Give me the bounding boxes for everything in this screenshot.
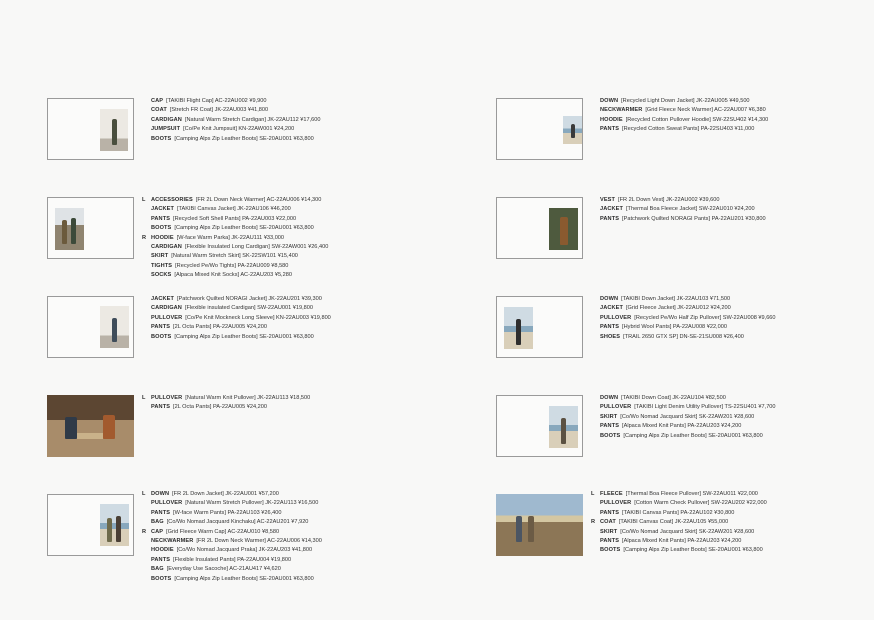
item-category: NECKWARMER: [600, 107, 643, 114]
item-category: DOWN: [151, 491, 170, 497]
item-list: [142, 196, 329, 281]
item-category: PANTS: [600, 126, 620, 133]
item-category: PANTS: [600, 215, 620, 222]
item-list: [600, 394, 776, 441]
item-line: [600, 196, 766, 205]
item-category: PANTS: [151, 509, 171, 516]
photo-frame: [496, 494, 583, 556]
item-description: [Alpaca Mixed Knit Pants] PA-22AU203 ¥24,200: [622, 537, 742, 544]
item-line: [600, 125, 768, 134]
item-description: [Hybrid Wool Pants] PA-22AU008 ¥22,000: [622, 324, 727, 331]
item-line: [591, 518, 767, 527]
item-category: PANTS: [600, 423, 620, 430]
item-category: JACKET: [600, 305, 623, 312]
outfit-photo: [549, 406, 578, 448]
item-description: [TAKIBI Down Coat] JK-22AU104 ¥82,500: [621, 395, 726, 401]
photo-frame: [47, 395, 134, 457]
item-line: [151, 537, 322, 546]
item-line: [142, 490, 322, 499]
item-description: [Natural Warm Stretch Cardigan] JK-22AU112 ¥17,600: [184, 116, 321, 123]
item-description: [TAKIBI Flight Cap] AC-22AU002 ¥9,900: [166, 98, 267, 104]
item-line: [600, 215, 766, 224]
item-category: BOOTS: [600, 547, 621, 554]
item-list: [142, 394, 311, 413]
item-line: [151, 546, 322, 555]
side-marker: L: [142, 197, 146, 203]
item-category: BOOTS: [151, 135, 172, 142]
item-category: ACCESSORIES: [151, 197, 193, 203]
item-line: [151, 125, 321, 134]
item-line: [600, 499, 767, 508]
item-description: [TAKIBI Canvas Coat] JK-22AU105 ¥55,000: [618, 519, 729, 526]
item-list: [142, 490, 322, 584]
item-description: [FR 2L Down Jacket] JK-22AU001 ¥57,200: [172, 491, 279, 497]
item-line: [151, 271, 328, 280]
item-description: [Alpaca Mixed Knit Pants] PA-22AU203 ¥24,200: [622, 423, 742, 430]
item-category: JACKET: [600, 206, 623, 213]
item-description: [Camping Alps Zip Leather Boots] SE-20AU001 ¥63,800: [623, 432, 763, 439]
item-category: JACKET: [151, 206, 174, 213]
item-list: [600, 295, 776, 342]
item-category: PANTS: [151, 324, 171, 331]
item-description: [FR 2L Down Neck Warmer] AC-22AU006 ¥14,300: [196, 537, 322, 544]
item-line: [151, 252, 328, 261]
item-line: [600, 509, 767, 518]
item-description: [Camping Alps Zip Leather Boots] SE-20AU001 ¥63,800: [623, 547, 763, 554]
item-category: BOOTS: [151, 225, 172, 232]
side-marker: L: [591, 491, 595, 497]
side-marker: L: [142, 395, 146, 401]
item-line: [600, 106, 768, 115]
item-description: [Recycled Pe/Wo Tights] PA-22AU009 ¥8,580: [175, 262, 289, 269]
item-description: [Camping Alps Zip Leather Boots] SE-20AU001 ¥63,800: [174, 333, 314, 340]
item-description: [Co/Wo Nomad Jacquard Praka] JK-22AU203 ¥41,800: [176, 547, 313, 554]
item-category: PANTS: [600, 509, 620, 516]
item-description: [TAKIBI Light Denim Utility Pullover] TS-22SU401 ¥7,700: [634, 404, 776, 411]
item-description: [Recycled Soft Shell Pants] PA-22AU003 ¥22,000: [173, 215, 297, 222]
item-description: [W-face Warm Pants] PA-22AU103 ¥26,400: [173, 509, 282, 516]
item-description: [Co/Wo Nomad Jacquard Skirt] SK-22AW201 ¥28,600: [620, 528, 755, 535]
item-list: [591, 490, 767, 556]
item-description: [Patchwork Quilted NORAGI Pants] PA-22AU201 ¥30,800: [622, 215, 766, 222]
item-category: PULLOVER: [151, 314, 183, 321]
item-line: [151, 499, 322, 508]
item-line: [600, 116, 768, 125]
item-category: COAT: [151, 107, 167, 114]
item-line: [151, 509, 322, 518]
item-category: DOWN: [600, 395, 619, 401]
item-description: [Natural Warm Knit Pullover] JK-22AU113 ¥18,500: [185, 395, 311, 401]
item-line: [600, 205, 766, 214]
item-line: [600, 323, 776, 332]
item-category: COAT: [600, 519, 616, 526]
item-line: [600, 546, 767, 555]
item-line: [151, 262, 328, 271]
photo-frame: [47, 296, 134, 358]
item-description: [Recycled Pe/Wo Half Zip Pullover] SW-22AU008 ¥9,660: [634, 314, 776, 321]
item-description: [TAKIBI Canvas Pants] PA-22AU102 ¥30,800: [622, 509, 735, 516]
item-category: PULLOVER: [151, 500, 183, 507]
item-line: [151, 323, 331, 332]
item-category: PANTS: [151, 215, 171, 222]
outfit-photo: [563, 116, 583, 144]
item-list: [600, 97, 768, 135]
item-category: PULLOVER: [600, 404, 632, 411]
item-line: [600, 422, 776, 431]
item-line: [142, 394, 311, 403]
item-list: [151, 97, 321, 144]
side-marker: R: [142, 528, 147, 535]
item-line: [142, 528, 322, 537]
item-description: [TRAIL 2650 GTX SP] DN-SE-21SU008 ¥26,400: [623, 333, 744, 340]
photo-frame: [47, 197, 134, 259]
item-description: [W-face Warm Parka] JK-22AU111 ¥33,000: [176, 234, 285, 241]
item-category: NECKWARMER: [151, 537, 194, 544]
item-description: [Flexible Insulated Long Cardigan] SW-22AW001 ¥26,400: [184, 243, 329, 250]
item-category: PANTS: [151, 556, 171, 563]
item-description: [FR 2L Down Neck Warmer] AC-22AU006 ¥14,300: [195, 197, 322, 203]
item-description: [Natural Warm Stretch Skirt] SK-22SW101 ¥15,400: [171, 253, 298, 260]
item-description: [Camping Alps Zip Leather Boots] SE-20AU001 ¥63,800: [174, 575, 314, 582]
item-category: VEST: [600, 197, 616, 203]
item-line: [151, 97, 321, 106]
item-line: [600, 528, 767, 537]
item-category: BOOTS: [600, 432, 621, 439]
item-category: PANTS: [600, 537, 620, 544]
item-line: [591, 490, 767, 499]
item-line: [151, 135, 321, 144]
item-category: CARDIGAN: [151, 305, 182, 312]
item-category: CARDIGAN: [151, 243, 182, 250]
outfit-photo: [100, 504, 129, 546]
photo-frame: [47, 494, 134, 556]
item-description: [FR 2L Down Vest] JK-22AU002 ¥39,600: [618, 197, 720, 203]
item-line: [600, 97, 768, 106]
item-category: HOODIE: [151, 547, 174, 554]
item-category: PULLOVER: [151, 395, 183, 401]
item-category: SKIRT: [600, 413, 618, 420]
item-description: [TAKIBI Canvas Jacket] JK-22AU106 ¥46,200: [176, 206, 291, 213]
item-line: [151, 565, 322, 574]
item-description: [Camping Alps Zip Leather Boots] SE-20AU001 ¥63,800: [174, 135, 314, 142]
item-description: [Thermal Boa Fleece Jacket] SW-22AU010 ¥24,200: [625, 206, 755, 213]
item-category: DOWN: [600, 98, 619, 104]
item-category: BAG: [151, 519, 164, 526]
item-category: CARDIGAN: [151, 116, 182, 123]
outfit-photo: [100, 306, 129, 348]
item-line: [600, 394, 776, 403]
item-category: CAP: [151, 98, 164, 104]
item-line: [600, 413, 776, 422]
item-category: JACKET: [151, 296, 174, 302]
item-line: [151, 556, 322, 565]
item-description: [Grid Fleece Neck Warmer] AC-22AU007 ¥6,380: [645, 107, 766, 114]
item-description: [Recycled Cotton Sweat Pants] PA-22SU403 ¥11,000: [622, 126, 755, 133]
item-line: [151, 205, 328, 214]
item-line: [151, 314, 331, 323]
item-description: [Everyday Use Sacoche] AC-21AU417 ¥4,620: [166, 566, 281, 573]
side-marker: L: [142, 491, 146, 497]
item-line: [142, 234, 328, 243]
item-category: CAP: [151, 528, 164, 535]
item-description: [Thermal Boa Fleece Pullover] SW-22AU011 ¥22,000: [625, 491, 758, 497]
item-line: [600, 537, 767, 546]
item-list: [151, 295, 331, 342]
item-description: [Recycled Light Down Jacket] JK-22AU005 ¥49,500: [621, 98, 750, 104]
item-line: [151, 116, 321, 125]
item-category: PANTS: [600, 324, 620, 331]
item-category: BAG: [151, 566, 164, 573]
item-line: [600, 295, 776, 304]
item-line: [151, 215, 328, 224]
item-category: HOODIE: [151, 234, 174, 241]
item-line: [151, 106, 321, 115]
item-description: [Stretch FR Coat] JK-22AU003 ¥41,800: [169, 107, 269, 114]
item-category: BOOTS: [151, 333, 172, 340]
item-description: [Co/Wo Nomad Jacquard Kinchaku] AC-22AU201 ¥7,920: [166, 519, 309, 526]
photo-frame: [496, 98, 583, 160]
item-line: [151, 403, 310, 412]
item-line: [600, 304, 776, 313]
item-category: BOOTS: [151, 575, 172, 582]
item-line: [151, 243, 328, 252]
item-line: [151, 518, 322, 527]
item-description: [Alpaca Mixed Knit Socks] AC-22AU203 ¥5,280: [174, 272, 292, 279]
item-line: [151, 304, 331, 313]
photo-frame: [47, 98, 134, 160]
item-description: [TAKIBI Down Jacket] JK-22AU103 ¥71,500: [621, 296, 731, 302]
item-description: [2L Octa Pants] PA-22AU005 ¥24,200: [173, 324, 267, 331]
item-category: TIGHTS: [151, 262, 173, 269]
item-category: SOCKS: [151, 272, 172, 279]
outfit-photo: [55, 208, 84, 250]
item-description: [Flexible Insulated Pants] PA-22AU004 ¥19,800: [173, 556, 292, 563]
item-description: [Co/Pe Knit Mockneck Long Sleeve] KN-22AU003 ¥19,800: [185, 314, 331, 321]
item-category: HOODIE: [600, 116, 623, 123]
item-line: [151, 295, 331, 304]
photo-frame: [496, 395, 583, 457]
photo-frame: [496, 197, 583, 259]
item-line: [151, 333, 331, 342]
outfit-photo: [549, 208, 578, 250]
outfit-photo: [47, 395, 134, 457]
item-line: [151, 224, 328, 233]
side-marker: R: [142, 234, 147, 241]
item-category: PANTS: [151, 404, 171, 411]
item-category: SHOES: [600, 333, 621, 340]
outfit-photo: [100, 109, 128, 151]
item-description: [Patchwork Quilted NORAGI Jacket] JK-22AU201 ¥39,300: [176, 296, 322, 302]
item-description: [Camping Alps Zip Leather Boots] SE-20AU001 ¥63,800: [174, 225, 314, 232]
item-category: DOWN: [600, 296, 619, 302]
item-line: [151, 575, 322, 584]
item-description: [Co/Wo Nomad Jacquard Skirt] SK-22AW201 ¥28,600: [620, 413, 755, 420]
item-description: [Flexible insulated Cardigan] SW-22AU001 ¥19,800: [184, 305, 313, 312]
item-line: [600, 314, 776, 323]
outfit-photo: [504, 307, 533, 349]
item-description: [Recycled Cotton Pullover Hoodie] SW-22SU402 ¥14,300: [625, 116, 769, 123]
item-line: [600, 432, 776, 441]
side-marker: R: [591, 519, 596, 526]
item-description: [2L Octa Pants] PA-22AU005 ¥24,200: [173, 404, 267, 411]
item-category: SKIRT: [151, 253, 169, 260]
item-line: [600, 333, 776, 342]
item-category: FLEECE: [600, 491, 623, 497]
item-list: [600, 196, 766, 224]
item-line: [142, 196, 328, 205]
item-category: SKIRT: [600, 528, 618, 535]
outfit-photo: [496, 494, 583, 556]
item-description: [Grid Fleece Warm Cap] AC-22AU010 ¥8,580: [166, 528, 280, 535]
item-category: PULLOVER: [600, 500, 632, 507]
item-description: [Co/Pe Knit Jumpsuit] KN-22AW001 ¥24,200: [183, 126, 295, 133]
item-line: [600, 403, 776, 412]
item-category: PULLOVER: [600, 314, 632, 321]
photo-frame: [496, 296, 583, 358]
item-description: [Grid Fleece Jacket] JK-22AU012 ¥24,200: [625, 305, 731, 312]
item-description: [Natural Warm Stretch Pullover] JK-22AU113 ¥16,500: [185, 500, 319, 507]
item-description: [Cotton Warm Check Pullover] SW-22AU202 ¥22,000: [634, 500, 767, 507]
item-category: JUMPSUIT: [151, 126, 181, 133]
